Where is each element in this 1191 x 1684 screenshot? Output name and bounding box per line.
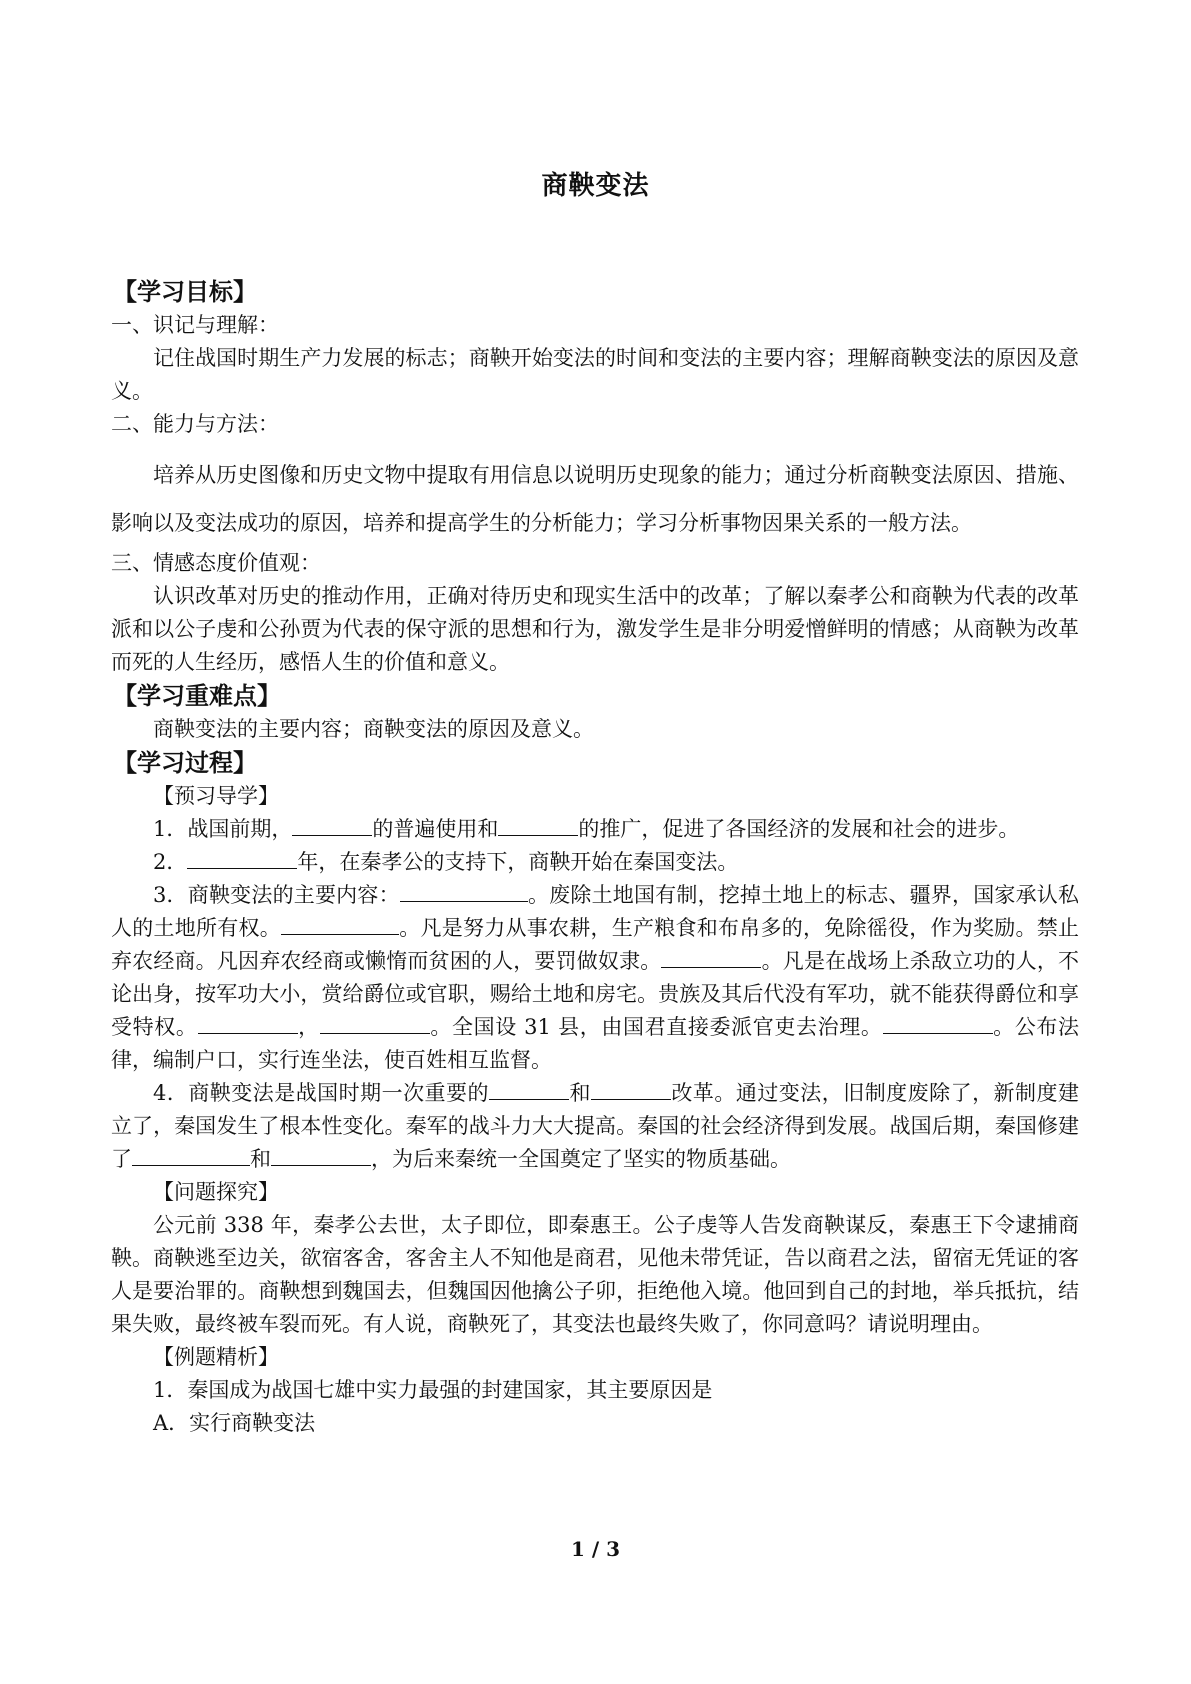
answer-blank[interactable] bbox=[498, 813, 578, 836]
section-heading-key-points: 【学习重难点】 bbox=[113, 682, 281, 710]
objective-3-text: 认识改革对历史的推动作用，正确对待历史和现实生活中的改革；了解以秦孝公和商鞅为代表的改革派和以公子虔和公孙贾为代表的保守派的思想和行为，激发学生是非分明爱憎鲜明的情感；从商鞅为改革而死的人生经历，感悟人生的价值和意义。 bbox=[111, 584, 1079, 674]
key-points-text: 商鞅变法的主要内容；商鞅变法的原因及意义。 bbox=[153, 717, 594, 741]
section-heading-process: 【学习过程】 bbox=[113, 749, 257, 777]
page-title: 商鞅变法 bbox=[541, 171, 650, 201]
inquiry-text: 公元前 338 年，秦孝公去世，太子即位，即秦惠王。公子虔等人告发商鞅谋反，秦惠王下令逮捕商鞅。商鞅逃至边关，欲宿客舍，客舍主人不知他是商君，见他未带凭证，告以商君之法，留宿无凭证的客人是要治罪的。商鞅想到魏国去，但魏国因他擒公子卯，拒绝他入境。他回到自己的封地，举兵抵抗，结果失败，最终被车裂而死。有人说，商鞅死了，其变法也最终失败了，你同意吗？请说明理由。 bbox=[111, 1213, 1079, 1336]
objective-3-heading: 三、情感态度价值观： bbox=[111, 551, 321, 575]
answer-blank[interactable] bbox=[132, 1143, 250, 1166]
example-question-1: 1．秦国成为战国七雄中实力最强的封建国家，其主要原因是 bbox=[153, 1378, 713, 1402]
answer-blank[interactable] bbox=[271, 1143, 371, 1166]
objective-1-text: 记住战国时期生产力发展的标志；商鞅开始变法的时间和变法的主要内容；理解商鞅变法的原因及意义。 bbox=[111, 346, 1079, 403]
section-heading-objectives: 【学习目标】 bbox=[113, 278, 257, 306]
answer-blank[interactable] bbox=[489, 1077, 569, 1100]
answer-blank[interactable] bbox=[400, 879, 528, 902]
example-question-1-option-a: A．实行商鞅变法 bbox=[153, 1411, 316, 1435]
answer-blank[interactable] bbox=[320, 1011, 430, 1034]
answer-blank[interactable] bbox=[661, 945, 761, 968]
preview-question-1: 1．战国前期， 的普遍使用和 的推广，促进了各国经济的发展和社会的进步。 bbox=[111, 813, 1079, 846]
preview-question-4: 4．商鞅变法是战国时期一次重要的 和 改革。通过变法，旧制度废除了，新制度建立了，秦国发生了根本性变化。秦军的战斗力大大提高。秦国的社会经济得到发展。战国后期，秦国修建了 和 ，为后来秦统一全国奠定了坚实的物质基础。 bbox=[111, 1077, 1079, 1176]
objective-1-heading: 一、识记与理解： bbox=[111, 313, 279, 337]
answer-blank[interactable] bbox=[281, 912, 399, 935]
answer-blank[interactable] bbox=[292, 813, 372, 836]
examples-heading: 【例题精析】 bbox=[153, 1345, 279, 1369]
preview-question-3: 3．商鞅变法的主要内容： 。废除土地国有制，挖掉土地上的标志、疆界，国家承认私人的土地所有权。 。凡是努力从事农耕，生产粮食和布帛多的，免除徭役，作为奖励。禁止弃农经商。凡因弃农经商或懒惰而贫困的人，要罚做奴隶。 。凡是在战场上杀敌立功的人，不论出身，按军功大小，赏给爵位或官职，赐给土地和房宅。贵族及其后代没有军功，就不能获得爵位和享受特权。 ， 。全国设 31 县，由国君直接委派官吏去治理。 。公布法律，编制户口，实行连坐法，使百姓相互监督。 bbox=[111, 879, 1079, 1077]
inquiry-heading: 【问题探究】 bbox=[153, 1180, 279, 1204]
preview-question-2: 2． 年，在秦孝公的支持下，商鞅开始在秦国变法。 bbox=[111, 846, 1079, 879]
objective-2-heading: 二、能力与方法： bbox=[111, 412, 279, 436]
answer-blank[interactable] bbox=[591, 1077, 671, 1100]
preview-heading: 【预习导学】 bbox=[153, 784, 279, 808]
answer-blank[interactable] bbox=[883, 1011, 993, 1034]
page-number: 1 / 3 bbox=[570, 1537, 621, 1561]
document-body bbox=[111, 275, 1079, 1440]
answer-blank[interactable] bbox=[187, 846, 297, 869]
answer-blank[interactable] bbox=[198, 1011, 298, 1034]
objective-2-text: 培养从历史图像和历史文物中提取有用信息以说明历史现象的能力；通过分析商鞅变法原因、措施、影响以及变法成功的原因，培养和提高学生的分析能力；学习分析事物因果关系的一般方法。 bbox=[111, 463, 1079, 535]
